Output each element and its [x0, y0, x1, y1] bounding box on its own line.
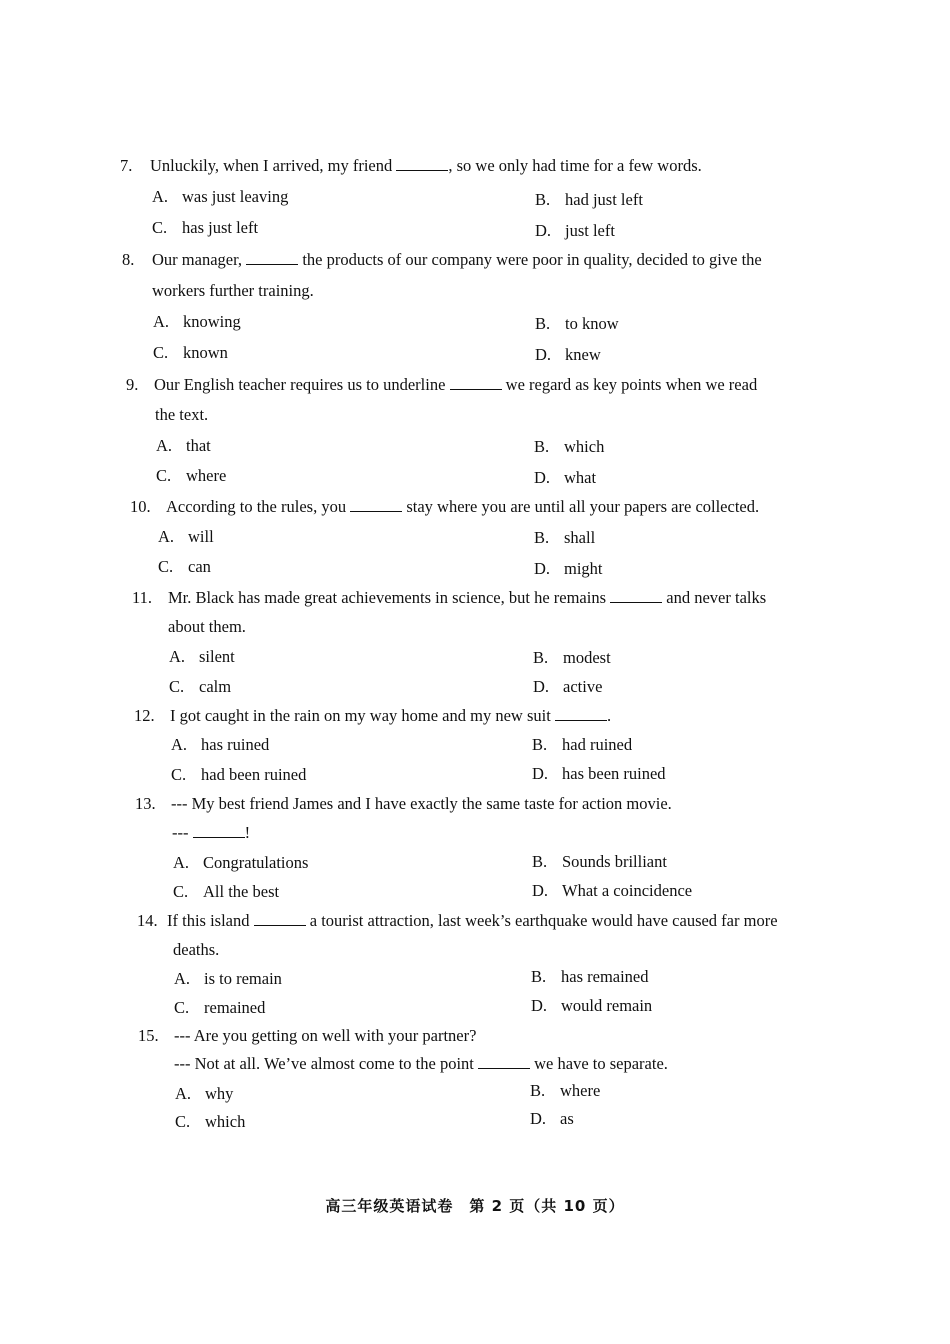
- question-stem: [137, 911, 778, 931]
- question-number: 14.: [137, 911, 158, 930]
- stem-text-after: , so we only had time for a few words.: [448, 156, 702, 175]
- answer-blank: [450, 375, 502, 390]
- option-d: D. knew: [535, 345, 601, 364]
- stem-continuation: --- !: [172, 823, 251, 842]
- question-number: 11.: [132, 588, 153, 607]
- stem-text-before: I got caught in the rain on my way home and my new suit: [170, 706, 551, 725]
- option-d: D. just left: [535, 221, 615, 240]
- option-a: A. is to remain: [174, 969, 282, 988]
- option-d: D. active: [533, 677, 603, 696]
- question-number: 13.: [135, 794, 156, 813]
- question-stem: [130, 497, 759, 517]
- option-a: A. why: [175, 1084, 234, 1103]
- option-c: C. has just left: [152, 218, 259, 237]
- stem-continuation: deaths.: [173, 940, 220, 959]
- answer-blank: [350, 497, 402, 512]
- option-d: D. What a coincidence: [532, 881, 693, 900]
- stem-text-before: Mr. Black has made great achievements in science, but he remains: [168, 588, 607, 607]
- question-number: 8.: [122, 250, 135, 269]
- stem-continuation: about them.: [168, 617, 246, 636]
- option-d: D. as: [530, 1109, 574, 1128]
- question-number: 7.: [120, 156, 133, 175]
- answer-blank: [193, 823, 245, 838]
- option-c: C. can: [158, 557, 211, 576]
- option-a: A. has ruined: [171, 735, 270, 754]
- stem-text-after: .: [606, 706, 612, 725]
- option-b: B. to know: [535, 314, 619, 333]
- stem-text-before: Our English teacher requires us to underline: [154, 375, 446, 394]
- stem-continuation: workers further training.: [152, 281, 314, 300]
- option-c: C. which: [175, 1112, 246, 1131]
- answer-blank: [478, 1054, 530, 1069]
- answer-blank: [254, 911, 306, 926]
- page-footer: 高三年级英语试卷 第 2 页（共 10 页）: [325, 1197, 625, 1215]
- answer-blank: [555, 706, 607, 721]
- question-number: 10.: [130, 497, 151, 516]
- option-d: D. would remain: [531, 996, 653, 1015]
- option-a: A. that: [156, 436, 211, 455]
- option-b: B. had ruined: [532, 735, 633, 754]
- stem-text-before: --- My best friend James and I have exactly the same taste for action movie.: [171, 794, 672, 813]
- option-a: A. will: [158, 527, 214, 546]
- option-b: B. which: [534, 437, 605, 456]
- question-stem: [122, 250, 762, 270]
- option-a: A. knowing: [153, 312, 241, 331]
- answer-blank: [396, 156, 448, 171]
- option-b: B. shall: [534, 528, 596, 547]
- option-c: C. All the best: [173, 882, 280, 901]
- stem-text-after: the products of our company were poor in quality, decided to give the: [302, 250, 762, 269]
- stem-text-after: we regard as key points when we read: [505, 375, 758, 394]
- question-number: 12.: [134, 706, 155, 725]
- option-b: B. where: [530, 1081, 601, 1100]
- stem-text-before: If this island: [167, 911, 250, 930]
- stem-text-after: a tourist attraction, last week’s earthquake would have caused far more: [309, 911, 778, 930]
- stem-text-before: Our manager,: [152, 250, 243, 269]
- stem-continuation: --- Not at all. We’ve almost come to the point we have to separate.: [174, 1054, 668, 1073]
- question-number: 15.: [138, 1026, 159, 1045]
- stem-continuation: the text.: [155, 405, 209, 424]
- stem-text-after: stay where you are until all your papers are collected.: [406, 497, 760, 516]
- option-b: B. has remained: [531, 967, 649, 986]
- question-number: 9.: [126, 375, 139, 394]
- option-b: B. modest: [533, 648, 611, 667]
- option-b: B. Sounds brilliant: [532, 852, 667, 871]
- option-d: D. might: [534, 559, 603, 578]
- stem-text-before: Unluckily, when I arrived, my friend: [150, 156, 393, 175]
- question-stem: [126, 375, 757, 395]
- question-stem: [134, 706, 611, 726]
- answer-blank: [246, 250, 298, 265]
- question-stem: [138, 1026, 476, 1046]
- stem-text-after: and never talks: [666, 588, 767, 607]
- option-d: D. has been ruined: [532, 764, 666, 783]
- question-stem: [135, 794, 672, 814]
- option-a: A. Congratulations: [173, 853, 309, 872]
- option-d: D. what: [534, 468, 597, 487]
- question-stem: [132, 588, 766, 608]
- stem-text-before: --- Are you getting on well with your partner?: [174, 1026, 477, 1045]
- answer-blank: [610, 588, 662, 603]
- stem-text-before: According to the rules, you: [166, 497, 347, 516]
- option-c: C. where: [156, 466, 227, 485]
- option-c: C. remained: [174, 998, 266, 1017]
- option-a: A. silent: [169, 647, 235, 666]
- option-c: C. had been ruined: [171, 765, 307, 784]
- question-stem: [120, 156, 702, 176]
- option-b: B. had just left: [535, 190, 643, 209]
- option-c: C. calm: [169, 677, 232, 696]
- option-a: A. was just leaving: [152, 187, 289, 206]
- option-c: C. known: [153, 343, 228, 362]
